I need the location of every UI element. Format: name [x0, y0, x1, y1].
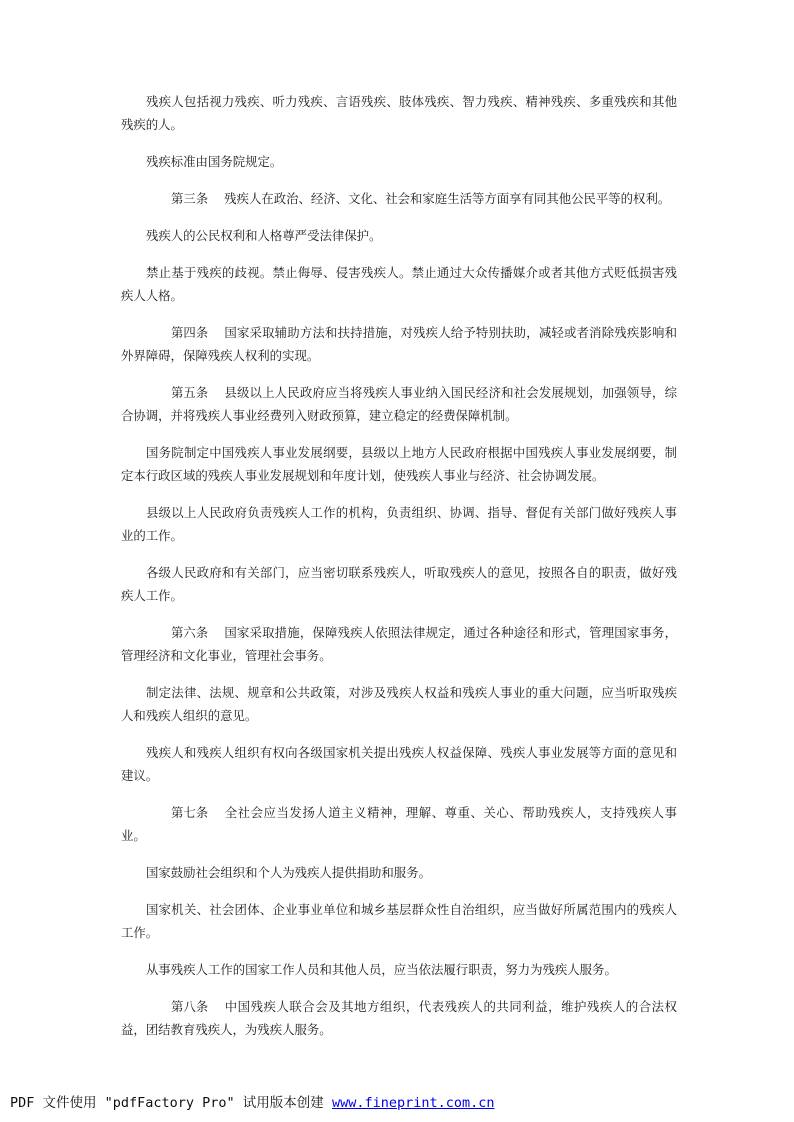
article-7: 第七条 全社会应当发扬人道主义精神，理解、尊重、关心、帮助残疾人，支持残疾人事业。 — [121, 801, 677, 847]
footer-link[interactable]: www.fineprint.com.cn — [331, 1095, 495, 1111]
article-number: 第三条 — [171, 191, 209, 206]
paragraph-13: 残疾人和残疾人组织有权向各级国家机关提出残疾人权益保障、残疾人事业发展等方面的意见和建议。 — [121, 745, 677, 783]
paragraph-10: 各级人民政府和有关部门，应当密切联系残疾人，听取残疾人的意见，按照各自的职责，做好残疾人工作。 — [121, 565, 677, 603]
document-body — [121, 90, 677, 1055]
article-number: 第六条 — [171, 625, 209, 640]
paragraph-2: 残疾标准由国务院规定。 — [146, 154, 283, 169]
paragraph-12: 制定法律、法规、规章和公共政策，对涉及残疾人权益和残疾人事业的重大问题，应当听取残疾人和残疾人组织的意见。 — [121, 685, 677, 723]
paragraph-17: 从事残疾人工作的国家工作人员和其他人员，应当依法履行职责，努力为残疾人服务。 — [146, 962, 617, 977]
article-number: 第七条 — [171, 805, 209, 820]
article-number: 第四条 — [171, 325, 209, 340]
article-number: 第八条 — [171, 999, 209, 1014]
paragraph-15: 国家鼓励社会组织和个人为残疾人提供捐助和服务。 — [146, 865, 431, 880]
article-8: 第八条 中国残疾人联合会及其地方组织，代表残疾人的共同利益，维护残疾人的合法权益，团结教育残疾人，为残疾人服务。 — [121, 995, 677, 1041]
article-number: 第五条 — [171, 385, 209, 400]
article-3: 第三条 残疾人在政治、经济、文化、社会和家庭生活等方面享有同其他公民平等的权利。 — [121, 187, 677, 210]
pdf-footer — [10, 1091, 495, 1111]
paragraph-4: 残疾人的公民权利和人格尊严受法律保护。 — [146, 228, 382, 243]
footer-text: PDF 文件使用 "pdfFactory Pro" 试用版本创建 — [10, 1095, 332, 1111]
article-5: 第五条 县级以上人民政府应当将残疾人事业纳入国民经济和社会发展规划，加强领导，综合协调，并将残疾人事业经费列入财政预算，建立稳定的经费保障机制。 — [121, 381, 677, 427]
paragraph-9: 县级以上人民政府负责残疾人工作的机构，负责组织、协调、指导、督促有关部门做好残疾人事业的工作。 — [121, 505, 677, 543]
article-6: 第六条 国家采取措施，保障残疾人依照法律规定，通过各种途径和形式，管理国家事务，管理经济和文化事业，管理社会事务。 — [121, 621, 677, 667]
paragraph-1: 残疾人包括视力残疾、听力残疾、言语残疾、肢体残疾、智力残疾、精神残疾、多重残疾和其他残疾的人。 — [121, 94, 677, 132]
paragraph-16: 国家机关、社会团体、企业事业单位和城乡基层群众性自治组织，应当做好所属范围内的残疾人工作。 — [121, 902, 677, 940]
paragraph-8: 国务院制定中国残疾人事业发展纲要，县级以上地方人民政府根据中国残疾人事业发展纲要，制定本行政区域的残疾人事业发展规划和年度计划，使残疾人事业与经济、社会协调发展。 — [121, 445, 677, 483]
paragraph-5: 禁止基于残疾的歧视。禁止侮辱、侵害残疾人。禁止通过大众传播媒介或者其他方式贬低损害残疾人人格。 — [121, 265, 677, 303]
article-4: 第四条 国家采取辅助方法和扶持措施，对残疾人给予特别扶助，减轻或者消除残疾影响和外界障碍，保障残疾人权利的实现。 — [121, 321, 677, 367]
